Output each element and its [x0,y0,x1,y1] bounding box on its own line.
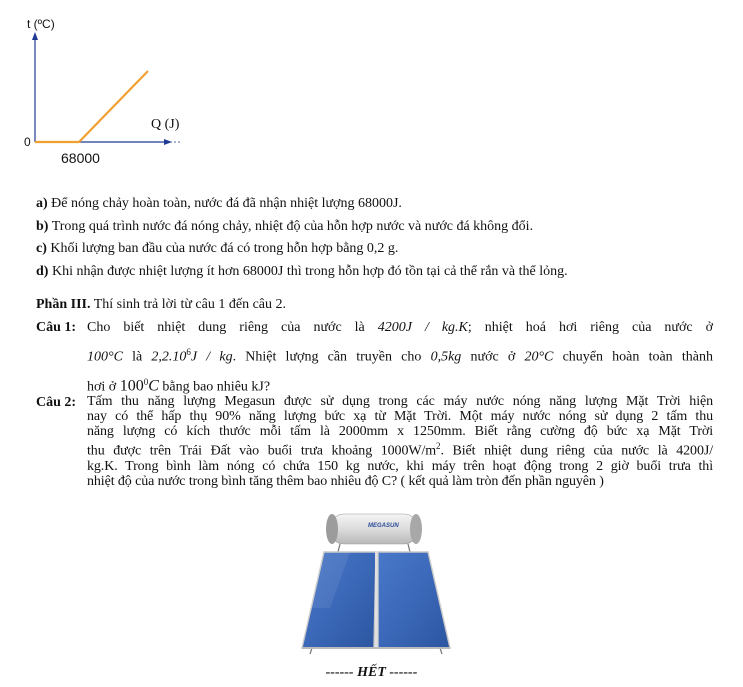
statement-c-text: Khối lượng ban đầu của nước đá có trong hỗn hợp bằng 0,2 g. [46,241,399,256]
q1-value: 100 [119,377,144,395]
q1-exponent: 0 [143,376,149,387]
water-tank [326,514,422,544]
q1-text: bằng bao nhiêu kJ? [158,379,271,395]
statement-d [36,264,568,280]
graph-line [35,71,148,142]
statement-b-text: Trong quá trình nước đá nóng chảy, nhiệt độ của hỗn hợp nước và nước đá không đổi. [48,219,534,234]
q1-text: Cho biết nhiệt dung riêng của nước là [87,320,378,335]
statement-b-letter: b) [36,219,49,234]
part3-intro: Thí sinh trả lời từ câu 1 đến câu 2. [90,297,286,312]
q1-text: nước ở [461,349,525,365]
q2-line2: nay có thể hấp thụ 90% năng lượng bức xạ từ Mặt Trời. Một máy nước nóng sử dụng 2 tấm thu [87,409,713,424]
solar-water-heater-image [290,508,460,658]
footer-end-mark: ------ HẾT ------ [325,665,418,680]
q1-temp: 100°C [87,349,123,365]
statement-d-text: Khi nhận được nhiệt lượng ít hơn 68000J thì trong hỗn hợp đó tồn tại cả thể rắn và thể lỏng. [48,264,568,279]
brand-logo: MEGASUN [368,523,399,529]
statement-c-letter: c) [36,241,47,256]
statement-a [36,196,402,212]
q2-line5: kg.K. Trong bình làm nóng có chứa 150 kg nước, khi máy trên hoạt động trong 2 giờ buổi trưa thì [87,458,713,474]
q1-value: 0,5 [430,349,449,365]
q1-value: 4200 [377,320,406,335]
statement-d-letter: d) [36,264,49,279]
q1-text: chuyển hoàn toàn thành [553,349,713,365]
x-axis-label: Q (J) [151,117,180,132]
statement-a-letter: a) [36,196,48,211]
q1-line1 [87,317,713,338]
q2-line3: năng lượng có kích thước mỗi tấm là 2000mm x 1250mm. Biết rằng cường độ bức xạ Mặt Trời [87,424,713,439]
q1-line2 [87,342,713,368]
q2-body [87,394,713,489]
q1-unit: C [148,377,159,395]
q2-text: . Biết nhiệt dung riêng của nước là 4200J/ [440,443,713,459]
q1-text: ; nhiệt hoá hơi riêng của nước ở [467,320,714,335]
q1-value: 2,2.10 [151,349,187,365]
y-axis-arrow [32,32,38,40]
statement-c [36,241,398,257]
part3-heading [36,297,286,313]
q2-line6: nhiệt độ của nước trong bình tăng thêm bao nhiêu độ C? ( kết quả làm tròn đến phần nguyên ) [87,473,604,489]
statement-b [36,219,533,235]
statement-a-text: Để nóng chảy hoàn toàn, nước đá đã nhận nhiệt lượng 68000J. [47,196,402,211]
part3-title: Phần III. [36,297,91,312]
origin-label: 0 [24,135,31,149]
q2-line4 [87,439,713,459]
q2-text: thu được trên Trái Đất vào buổi trưa khoảng 1000W/m [87,443,437,459]
q2-label: Câu 2: [36,395,77,410]
q2-exponent: 2 [436,441,441,451]
q1-text: là [122,349,152,365]
q1-unit: J / kg [190,349,233,365]
y-axis-label: t (ºC) [27,17,55,31]
q2-line1: Tấm thu năng lượng Megasun được sử dụng trong các máy nước nóng năng lượng Mặt Trời hiện [87,394,713,409]
q1-unit: J / kg.K [405,320,468,335]
q1-unit: kg [448,349,462,365]
q1-label: Câu 1: [36,320,77,335]
temperature-heat-graph [0,0,743,175]
solar-panels [302,552,450,648]
q1-temp: 20°C [524,349,554,365]
x-tick-label: 68000 [61,150,100,166]
q1-text: . Nhiệt lượng cần truyền cho [232,349,431,365]
q1-exponent: 6 [186,347,191,357]
q1-body [87,317,713,397]
q1-text: hơi ở [87,379,120,395]
